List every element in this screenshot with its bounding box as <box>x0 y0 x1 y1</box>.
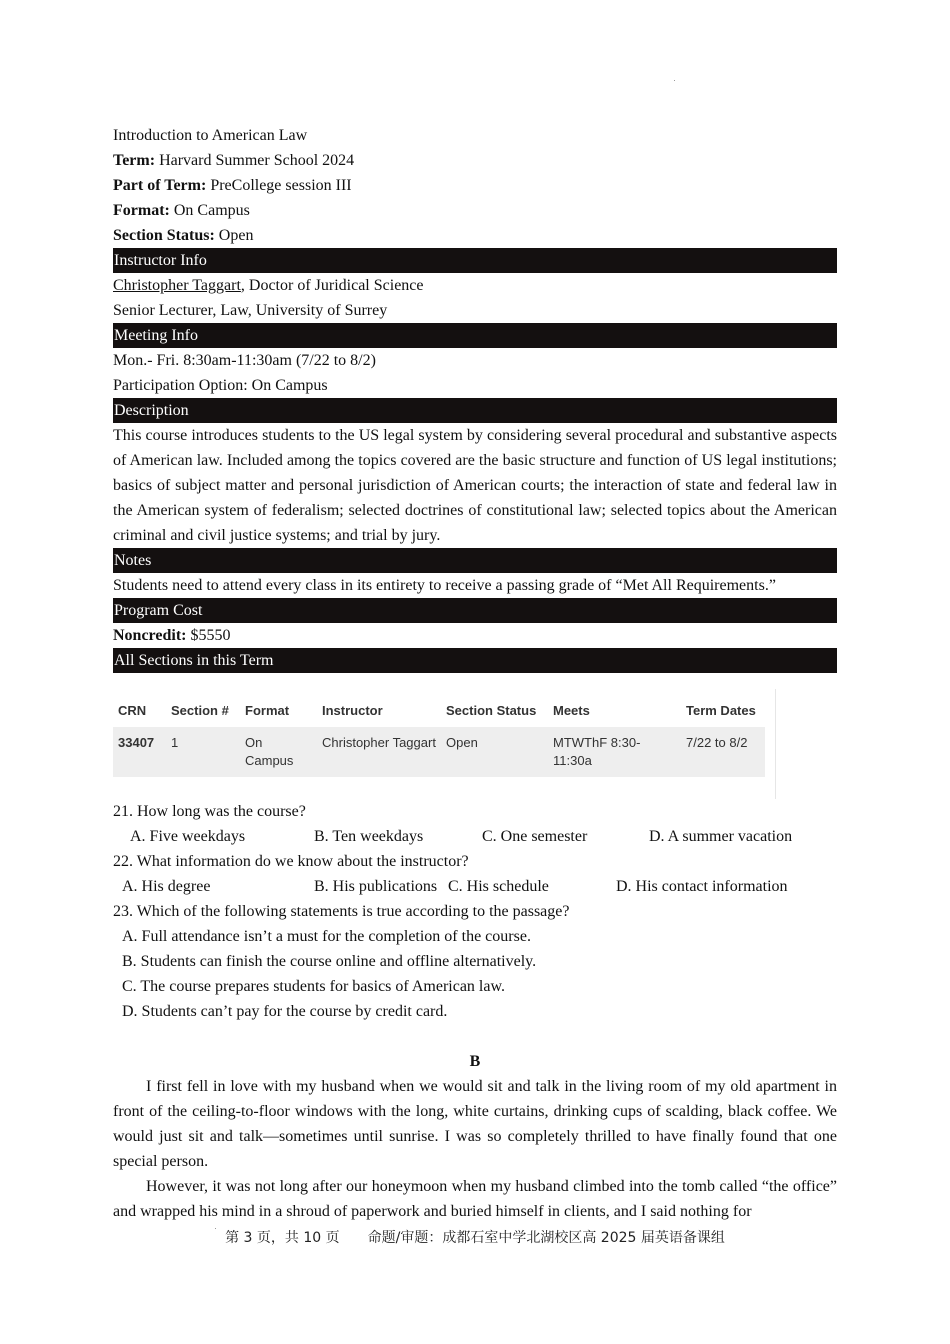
passage-b-paragraph-2: However, it was not long after our honeymoon when my husband climbed into the tomb called “the office” and wrapped his mind in a shroud of paperwork and buried himself in clients, and I said nothing for <box>113 1178 837 1220</box>
instructor-info-heading: Instructor Info <box>113 248 837 273</box>
question-21-options <box>113 824 837 849</box>
course-title: Introduction to American Law <box>113 127 308 144</box>
col-instructor: Instructor <box>322 703 383 718</box>
q22-option-c: C. His schedule <box>448 878 549 895</box>
q21-option-a: A. Five weekdays <box>130 828 246 845</box>
term-value: Harvard Summer School 2024 <box>159 152 355 169</box>
format-line <box>113 198 837 223</box>
col-section-number: Section # <box>171 703 229 718</box>
col-crn: CRN <box>118 703 147 718</box>
scan-speck <box>674 80 675 81</box>
term-line <box>113 148 837 173</box>
q23-option-a: A. Full attendance isn’t a must for the completion of the course. <box>122 928 531 945</box>
format-value: On Campus <box>173 202 250 219</box>
col-format: Format <box>245 703 290 718</box>
description-text: This course introduces students to the US legal system by considering several procedural and substantive aspects of American law. Included among the topics covered are the basic structure and function of US legal institutions; basics of subject matter and personal jurisdiction of American courts; the interaction of state and federal law in the American system of federalism; selected doctrines of constitutional law; selected topics about the American criminal and civil justice systems; and trial by jury. <box>113 427 837 544</box>
col-term-dates: Term Dates <box>686 703 756 718</box>
instructor-line <box>113 273 837 298</box>
notes-heading: Notes <box>113 548 837 573</box>
document-page <box>113 123 837 1224</box>
part-label: Part of Term: <box>113 177 207 194</box>
q22-option-a: A. His degree <box>122 878 211 895</box>
q21-option-b: B. Ten weekdays <box>314 828 424 845</box>
cost-value: $5550 <box>190 627 231 644</box>
cell-crn: 33407 <box>113 727 166 777</box>
format-label: Format: <box>113 202 170 219</box>
page-footer: 第 3 页，共 10 页 命题/审题：成都石室中学北湖校区高 2025 届英语备课组 <box>225 1230 725 1246</box>
q23-option-b: B. Students can finish the course online and offline alternatively. <box>122 953 537 970</box>
q22-option-b: B. His publications <box>314 878 438 895</box>
meeting-schedule: Mon.- Fri. 8:30am-11:30am (7/22 to 8/2) <box>113 352 376 369</box>
question-23: 23. Which of the following statements is true according to the passage? <box>113 903 570 920</box>
table-header-row <box>113 689 765 727</box>
cell-meets: MTWThF 8:30-11:30a <box>548 727 681 777</box>
instructor-degree: , Doctor of Juridical Science <box>240 277 424 294</box>
program-cost-heading: Program Cost <box>113 598 837 623</box>
q21-option-c: C. One semester <box>482 828 588 845</box>
instructor-position: Senior Lecturer, Law, University of Surrey <box>113 302 388 319</box>
passage-b-heading: B <box>469 1053 481 1070</box>
q23-option-d: D. Students can’t pay for the course by credit card. <box>122 1003 448 1020</box>
notes-text: Students need to attend every class in its entirety to receive a passing grade of “Met All Requirements.” <box>113 577 776 594</box>
description-heading: Description <box>113 398 837 423</box>
part-of-term-line <box>113 173 837 198</box>
q23-option-c: C. The course prepares students for basics of American law. <box>122 978 505 995</box>
cost-line <box>113 623 837 648</box>
section-status-line <box>113 223 837 248</box>
question-22-options <box>113 874 837 899</box>
q21-option-d: D. A summer vacation <box>649 828 793 845</box>
col-section-status: Section Status <box>446 703 537 718</box>
cell-instructor: Christopher Taggart <box>317 727 441 777</box>
col-meets: Meets <box>553 703 590 718</box>
all-sections-heading: All Sections in this Term <box>113 648 837 673</box>
instructor-name-link[interactable]: Christopher Taggart <box>113 277 241 294</box>
q22-option-d: D. His contact information <box>616 878 788 895</box>
status-label: Section Status: <box>113 227 215 244</box>
table-row <box>113 727 765 777</box>
cell-format: On Campus <box>240 727 317 777</box>
cell-term-dates: 7/22 to 8/2 <box>681 727 765 777</box>
cell-section-number: 1 <box>166 727 240 777</box>
cost-label: Noncredit: <box>113 627 187 644</box>
sections-table-image <box>113 689 775 799</box>
question-21: 21. How long was the course? <box>113 803 306 820</box>
question-22: 22. What information do we know about the instructor? <box>113 853 469 870</box>
meeting-info-heading: Meeting Info <box>113 323 837 348</box>
passage-b-paragraph-1: I first fell in love with my husband when we would sit and talk in the living room of my old apartment in front of the ceiling-to-floor windows with the long, white curtains, drinking cups of scalding, black coffee. We would just sit and talk—sometimes until sunrise. I was so completely thrilled to have finally found that one special person. <box>113 1078 837 1170</box>
status-value: Open <box>218 227 254 244</box>
participation-option: Participation Option: On Campus <box>113 377 328 394</box>
sections-table <box>113 689 765 777</box>
part-value: PreCollege session III <box>210 177 352 194</box>
term-label: Term: <box>113 152 156 169</box>
cell-section-status: Open <box>441 727 548 777</box>
